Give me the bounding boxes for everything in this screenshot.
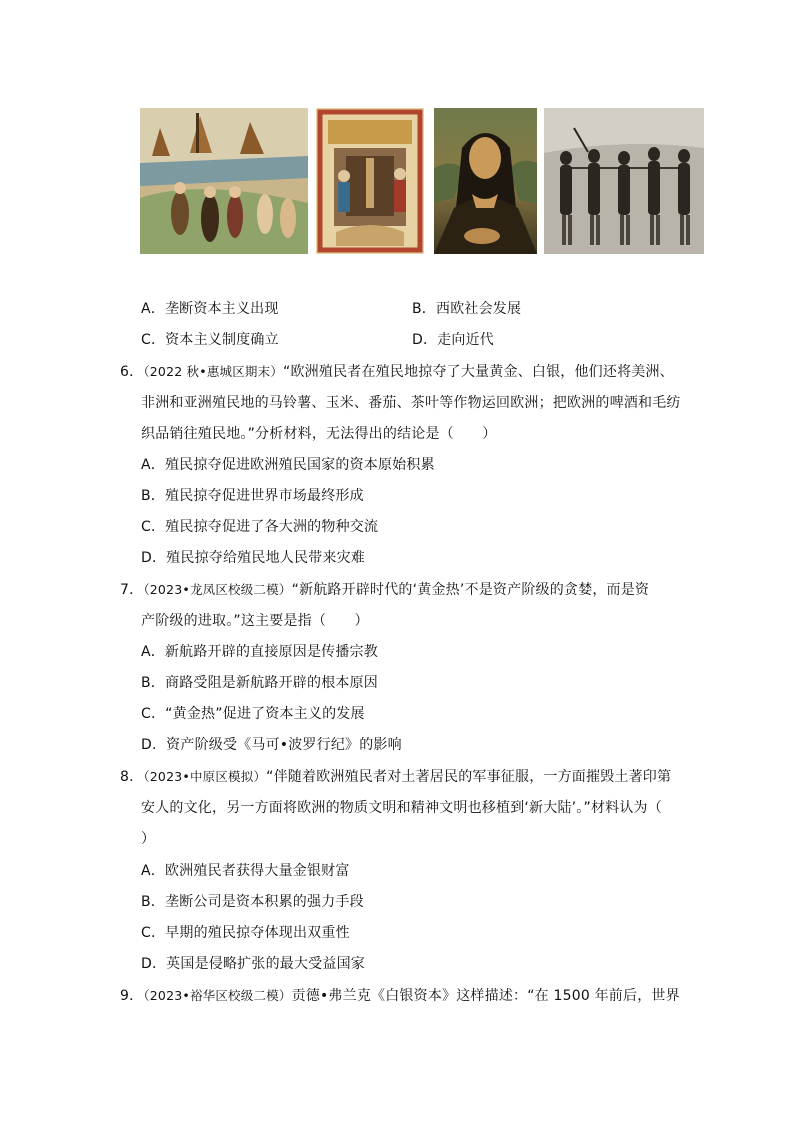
q9-source: （2023•裕华区校级二模）	[143, 988, 292, 1003]
q7-option-a[interactable]: A．新航路开辟的直接原因是传播宗教	[141, 644, 378, 660]
q8-option-a[interactable]: A．欧洲殖民者获得大量金银财富	[141, 863, 350, 879]
q8-stem-line-2: 安人的文化，另一方面将欧洲的物质文明和精神文明也移植到‘新大陆’。”材料认为（	[141, 800, 662, 816]
q7-option-b[interactable]: B．商路受阻是新航路开辟的根本原因	[141, 675, 379, 691]
q6-option-b[interactable]: B．殖民掠夺促进世界市场最终形成	[141, 488, 364, 504]
mona-lisa-painting	[434, 108, 537, 254]
columbus-landing-engraving	[140, 108, 308, 254]
q8-option-b[interactable]: B．垄断公司是资本积累的强力手段	[141, 894, 364, 910]
q7-number: 7．	[120, 582, 144, 598]
q7-stem-line-2: 产阶级的进取。”这主要是指（ ）	[141, 613, 369, 629]
q7-option-d[interactable]: D．资产阶级受《马可•波罗行纪》的影响	[141, 737, 402, 753]
q6-text: “欧洲殖民者在殖民地掠夺了大量黄金、白银，他们还将美洲、	[283, 364, 674, 380]
q8-stem-line-1	[120, 767, 671, 787]
q6-option-a[interactable]: A．殖民掠夺促进欧洲殖民国家的资本原始积累	[141, 457, 435, 473]
q9-text: 贡德•弗兰克《白银资本》这样描述：“在 1500 年前后，世界	[291, 988, 680, 1004]
printing-press-illustration	[316, 108, 424, 254]
q5-option-b[interactable]: B．西欧社会发展	[412, 301, 522, 317]
q6-option-c[interactable]: C．殖民掠夺促进了各大洲的物种交流	[141, 519, 379, 535]
q6-stem-line-1	[120, 362, 674, 382]
q6-stem-line-2: 非洲和亚洲殖民地的马铃薯、玉米、番茄、茶叶等作物运回欧洲；把欧洲的啤酒和毛纺	[141, 395, 681, 411]
q7-stem-line-1	[120, 580, 649, 600]
q5-option-a[interactable]: A．垄断资本主义出现	[141, 301, 279, 317]
q5-option-c[interactable]: C．资本主义制度确立	[141, 332, 279, 348]
q8-stem-line-3: ）	[141, 831, 156, 847]
q9-stem-line-1	[120, 986, 680, 1006]
q6-stem-line-3: 织品销往殖民地。”分析材料，无法得出的结论是（ ）	[141, 426, 497, 442]
q8-option-d[interactable]: D．英国是侵略扩张的最大受益国家	[141, 956, 365, 972]
q7-option-c[interactable]: C．“黄金热”促进了资本主义的发展	[141, 706, 365, 722]
q8-number: 8．	[120, 769, 144, 785]
q9-number: 9．	[120, 988, 144, 1004]
q8-text: “伴随着欧洲殖民者对土著居民的军事征服，一方面摧毁土著印第	[266, 769, 672, 785]
q8-source: （2023•中原区模拟）	[143, 769, 267, 784]
q6-source: （2022 秋•惠城区期末）	[143, 364, 284, 379]
slave-trade-engraving	[544, 108, 704, 254]
q6-option-d[interactable]: D．殖民掠夺给殖民地人民带来灾难	[141, 550, 365, 566]
q6-number: 6．	[120, 364, 144, 380]
q5-option-d[interactable]: D．走向近代	[412, 332, 494, 348]
q7-text: “新航路开辟时代的‘黄金热’不是资产阶级的贪婪，而是资	[291, 582, 650, 598]
q8-option-c[interactable]: C．早期的殖民掠夺体现出双重性	[141, 925, 350, 941]
q7-source: （2023•龙凤区校级二模）	[143, 582, 292, 597]
question-image-strip	[140, 108, 704, 254]
